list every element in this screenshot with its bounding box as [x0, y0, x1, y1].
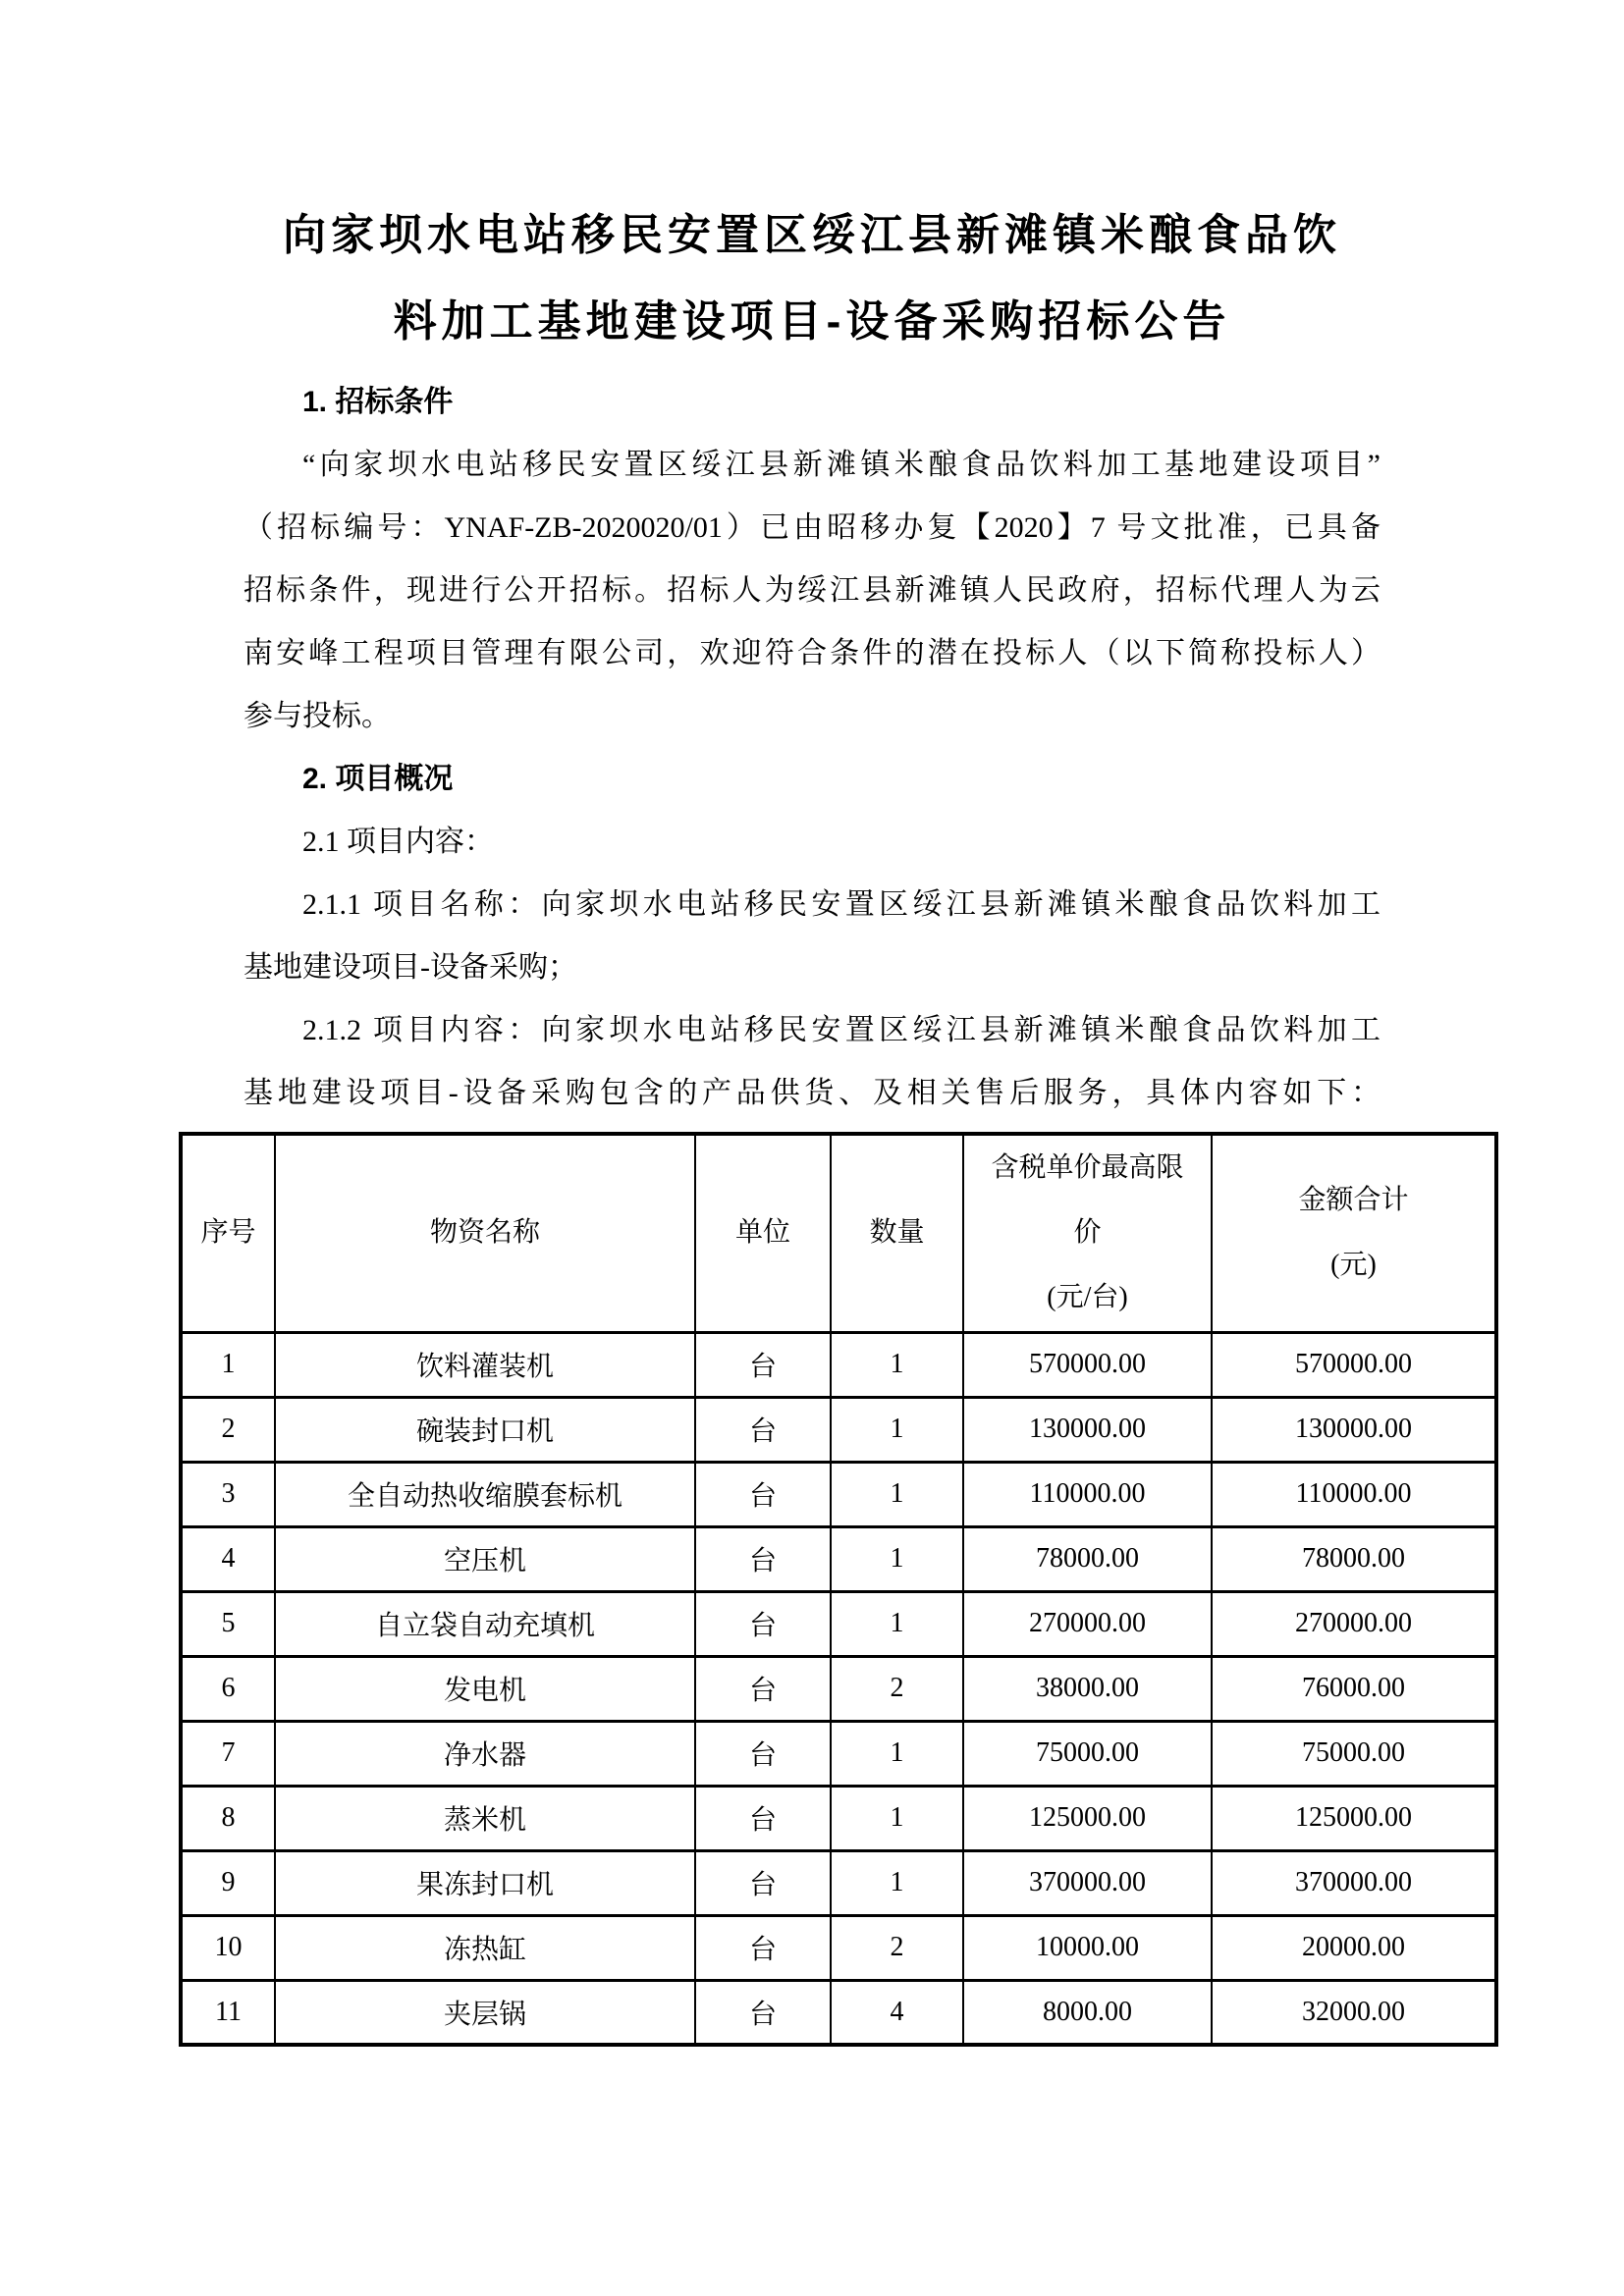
page-title	[0, 192, 1624, 365]
cell-total: 125000.00	[1212, 1786, 1496, 1850]
cell-name: 夹层锅	[275, 1980, 695, 2045]
cell-unit: 台	[695, 1721, 831, 1786]
equipment-table-body	[181, 1332, 1496, 2045]
cell-total: 20000.00	[1212, 1915, 1496, 1980]
cell-name: 果冻封口机	[275, 1850, 695, 1915]
cell-qty: 1	[831, 1591, 963, 1656]
cell-name: 冻热缸	[275, 1915, 695, 1980]
cell-unit-price: 125000.00	[963, 1786, 1212, 1850]
section1-paragraph-line: “向家坝水电站移民安置区绥江县新滩镇米酿食品饮料加工基地建设项目”	[302, 449, 1380, 481]
table-row	[181, 1397, 1496, 1462]
document-body	[244, 371, 1380, 1125]
cell-seq: 11	[181, 1980, 275, 2045]
header-unit: 单位	[695, 1134, 831, 1332]
table-row	[181, 1980, 1496, 2045]
cell-unit: 台	[695, 1591, 831, 1656]
header-max-unit-price-line: (元/台)	[1047, 1282, 1128, 1313]
cell-name: 饮料灌装机	[275, 1332, 695, 1397]
item-2-1-2-line: 基地建设项目-设备采购包含的产品供货、及相关售后服务，具体内容如下：	[244, 1077, 1380, 1109]
cell-total: 370000.00	[1212, 1850, 1496, 1915]
table-row	[181, 1526, 1496, 1591]
cell-name: 发电机	[275, 1656, 695, 1721]
cell-unit: 台	[695, 1915, 831, 1980]
cell-qty: 1	[831, 1526, 963, 1591]
cell-seq: 9	[181, 1850, 275, 1915]
cell-name: 碗装封口机	[275, 1397, 695, 1462]
header-max-unit-price	[963, 1134, 1212, 1332]
cell-unit-price: 38000.00	[963, 1656, 1212, 1721]
cell-name: 净水器	[275, 1721, 695, 1786]
header-max-unit-price-line: 价	[1073, 1217, 1102, 1249]
cell-seq: 5	[181, 1591, 275, 1656]
header-row	[181, 1134, 1496, 1332]
cell-unit-price: 75000.00	[963, 1721, 1212, 1786]
cell-qty: 1	[831, 1721, 963, 1786]
header-total-amount-line: 金额合计	[1298, 1185, 1409, 1216]
header-max-unit-price-line: 含税单价最高限	[991, 1152, 1184, 1184]
cell-total: 130000.00	[1212, 1397, 1496, 1462]
item-2-1-1-line: 2.1.1 项目名称：向家坝水电站移民安置区绥江县新滩镇米酿食品饮料加工	[302, 888, 1380, 921]
equipment-table	[179, 1132, 1498, 2047]
table-row	[181, 1332, 1496, 1397]
cell-total: 32000.00	[1212, 1980, 1496, 2045]
cell-qty: 1	[831, 1850, 963, 1915]
header-total-amount	[1212, 1134, 1496, 1332]
section2-heading: 2. 项目概况	[302, 763, 454, 795]
cell-seq: 6	[181, 1656, 275, 1721]
item-2-1-1-line: 基地建设项目-设备采购；	[244, 951, 577, 984]
section1-paragraph-line: （招标编号：YNAF-ZB-2020020/01）已由昭移办复【2020】7 号文批准，已具备	[244, 511, 1380, 544]
cell-unit: 台	[695, 1786, 831, 1850]
table-row	[181, 1462, 1496, 1526]
cell-name: 空压机	[275, 1526, 695, 1591]
cell-total: 78000.00	[1212, 1526, 1496, 1591]
cell-qty: 2	[831, 1915, 963, 1980]
section2-sub-heading: 2.1 项目内容：	[302, 826, 494, 858]
cell-qty: 1	[831, 1332, 963, 1397]
cell-unit: 台	[695, 1850, 831, 1915]
cell-unit: 台	[695, 1980, 831, 2045]
table-row	[181, 1591, 1496, 1656]
header-name: 物资名称	[275, 1134, 695, 1332]
section1-paragraph-line: 南安峰工程项目管理有限公司，欢迎符合条件的潜在投标人（以下简称投标人）	[244, 637, 1380, 669]
cell-qty: 4	[831, 1980, 963, 2045]
cell-unit: 台	[695, 1332, 831, 1397]
cell-total: 110000.00	[1212, 1462, 1496, 1526]
cell-qty: 2	[831, 1656, 963, 1721]
cell-name: 自立袋自动充填机	[275, 1591, 695, 1656]
cell-unit: 台	[695, 1656, 831, 1721]
section1-heading: 1. 招标条件	[302, 386, 454, 418]
cell-total: 75000.00	[1212, 1721, 1496, 1786]
cell-unit: 台	[695, 1462, 831, 1526]
cell-seq: 7	[181, 1721, 275, 1786]
header-qty: 数量	[831, 1134, 963, 1332]
header-total-amount-line: (元)	[1330, 1250, 1377, 1281]
cell-seq: 10	[181, 1915, 275, 1980]
cell-seq: 2	[181, 1397, 275, 1462]
cell-seq: 3	[181, 1462, 275, 1526]
header-seq: 序号	[181, 1134, 275, 1332]
page-title-line-1: 向家坝水电站移民安置区绥江县新滩镇米酿食品饮	[283, 211, 1341, 259]
item-2-1-2-line: 2.1.2 项目内容：向家坝水电站移民安置区绥江县新滩镇米酿食品饮料加工	[302, 1014, 1380, 1046]
section1-paragraph-line: 参与投标。	[244, 700, 391, 732]
table-row	[181, 1656, 1496, 1721]
cell-qty: 1	[831, 1786, 963, 1850]
table-row	[181, 1721, 1496, 1786]
cell-name: 蒸米机	[275, 1786, 695, 1850]
cell-qty: 1	[831, 1462, 963, 1526]
cell-name: 全自动热收缩膜套标机	[275, 1462, 695, 1526]
cell-unit-price: 370000.00	[963, 1850, 1212, 1915]
cell-unit-price: 570000.00	[963, 1332, 1212, 1397]
equipment-table-header	[181, 1134, 1496, 1332]
cell-total: 270000.00	[1212, 1591, 1496, 1656]
cell-qty: 1	[831, 1397, 963, 1462]
cell-total: 76000.00	[1212, 1656, 1496, 1721]
cell-seq: 4	[181, 1526, 275, 1591]
cell-unit: 台	[695, 1397, 831, 1462]
cell-seq: 1	[181, 1332, 275, 1397]
cell-unit-price: 270000.00	[963, 1591, 1212, 1656]
cell-unit-price: 10000.00	[963, 1915, 1212, 1980]
cell-total: 570000.00	[1212, 1332, 1496, 1397]
cell-seq: 8	[181, 1786, 275, 1850]
cell-unit-price: 8000.00	[963, 1980, 1212, 2045]
cell-unit-price: 130000.00	[963, 1397, 1212, 1462]
cell-unit: 台	[695, 1526, 831, 1591]
cell-unit-price: 78000.00	[963, 1526, 1212, 1591]
page-title-line-2: 料加工基地建设项目-设备采购招标公告	[393, 297, 1231, 346]
table-row	[181, 1850, 1496, 1915]
table-row	[181, 1915, 1496, 1980]
cell-unit-price: 110000.00	[963, 1462, 1212, 1526]
section1-paragraph-line: 招标条件，现进行公开招标。招标人为绥江县新滩镇人民政府，招标代理人为云	[244, 574, 1380, 607]
table-row	[181, 1786, 1496, 1850]
